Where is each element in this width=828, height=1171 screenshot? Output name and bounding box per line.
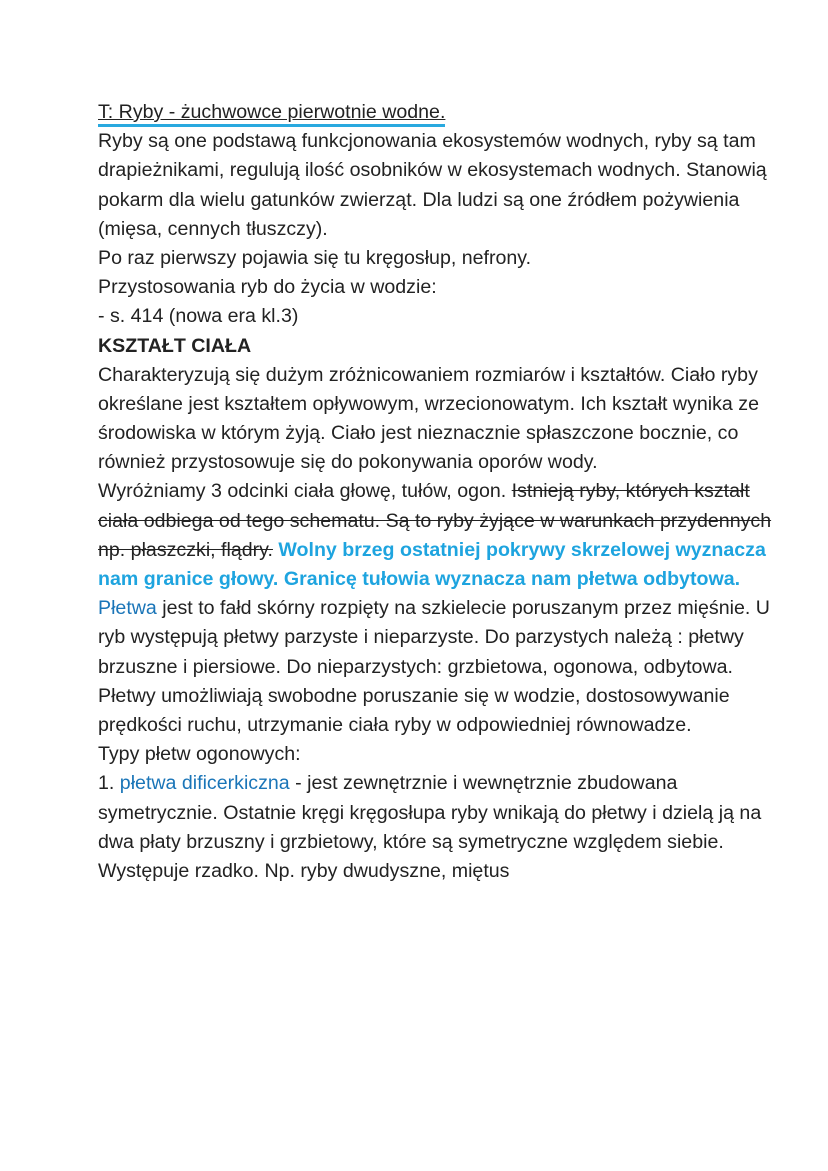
- tail-types-heading: Typy płetw ogonowych:: [98, 743, 301, 766]
- fin-line: [98, 594, 778, 623]
- shape-line: określane jest kształtem opływowym, wrzecionowatym. Ich kształt wynika ze: [98, 392, 759, 415]
- intro-line: Po raz pierwszy pojawia się tu kręgosłup, nefrony.: [98, 246, 532, 269]
- shape-line: również przystosowuje się do pokonywania oporów wody.: [98, 451, 598, 474]
- tail-line: Występuje rzadko. Np. ryby dwudyszne, miętus: [98, 859, 510, 882]
- intro-line: pokarm dla wielu gatunków zwierząt. Dla ludzi są one źródłem pożywienia: [98, 188, 740, 211]
- fin-line: brzuszne i piersiowe. Do nieparzystych: grzbietowa, ogonowa, odbytowa.: [98, 655, 733, 678]
- item-number: 1.: [98, 772, 120, 795]
- tail-term: płetwa dificerkiczna: [119, 772, 290, 795]
- section-heading-shape: KSZTAŁT CIAŁA: [98, 334, 252, 357]
- intro-line: Ryby są one podstawą funkcjonowania ekosystemów wodnych, ryby są tam: [98, 130, 756, 153]
- shape-line: [98, 477, 778, 506]
- tail-line: symetrycznie. Ostatnie kręgi kręgosłupa ryby wnikają do płetwy i dzielą ją na: [98, 801, 762, 824]
- intro-line: (mięsa, cennych tłuszczy).: [98, 217, 328, 240]
- fin-line: prędkości ruchu, utrzymanie ciała ryby w odpowiedniej równowadze.: [98, 713, 692, 736]
- tail-line: dwa płaty brzuszny i grzbietowy, które są symetryczne względem siebie.: [98, 830, 724, 853]
- struck-text: np. płaszczki, flądry.: [98, 538, 273, 561]
- body-segments-text: Wyróżniamy 3 odcinki ciała głowę, tułów, ogon.: [98, 480, 512, 503]
- highlighted-text: nam granice głowy. Granicę tułowia wyznacza nam płetwa odbytowa.: [98, 568, 741, 590]
- document-page: [98, 98, 778, 886]
- shape-line: Charakteryzują się dużym zróżnicowaniem rozmiarów i kształtów. Ciało ryby: [98, 363, 758, 386]
- adaptations-reference: - s. 414 (nowa era kl.3): [98, 305, 299, 328]
- adaptations-heading: Przystosowania ryb do życia w wodzie:: [98, 276, 437, 299]
- page-title: T: Ryby - żuchwowce pierwotnie wodne.: [98, 100, 445, 127]
- fin-term: Płetwa: [98, 597, 157, 620]
- tail-definition: - jest zewnętrznie i wewnętrznie zbudowana: [289, 772, 678, 795]
- struck-text: ciała odbiega od tego schematu. Są to ryby żyjące w warunkach przydennych: [98, 509, 772, 532]
- fin-line: ryb występują płetwy parzyste i nieparzyste. Do parzystych należą : płetwy: [98, 626, 744, 649]
- intro-line: drapieżnikami, regulują ilość osobników w ekosystemach wodnych. Stanowią: [98, 159, 767, 182]
- tail-item: [98, 769, 778, 798]
- fin-definition: jest to fałd skórny rozpięty na szkielecie poruszanym przez mięśnie. U: [156, 597, 770, 620]
- struck-text: Istnieją ryby, których kształt: [511, 480, 750, 503]
- shape-line: [98, 536, 778, 565]
- shape-line: środowiska w którym żyją. Ciało jest nieznacznie spłaszczone bocznie, co: [98, 422, 739, 445]
- fin-line: Płetwy umożliwiają swobodne poruszanie się w wodzie, dostosowywanie: [98, 684, 730, 707]
- highlighted-text: Wolny brzeg ostatniej pokrywy skrzelowej wyznacza: [272, 538, 766, 561]
